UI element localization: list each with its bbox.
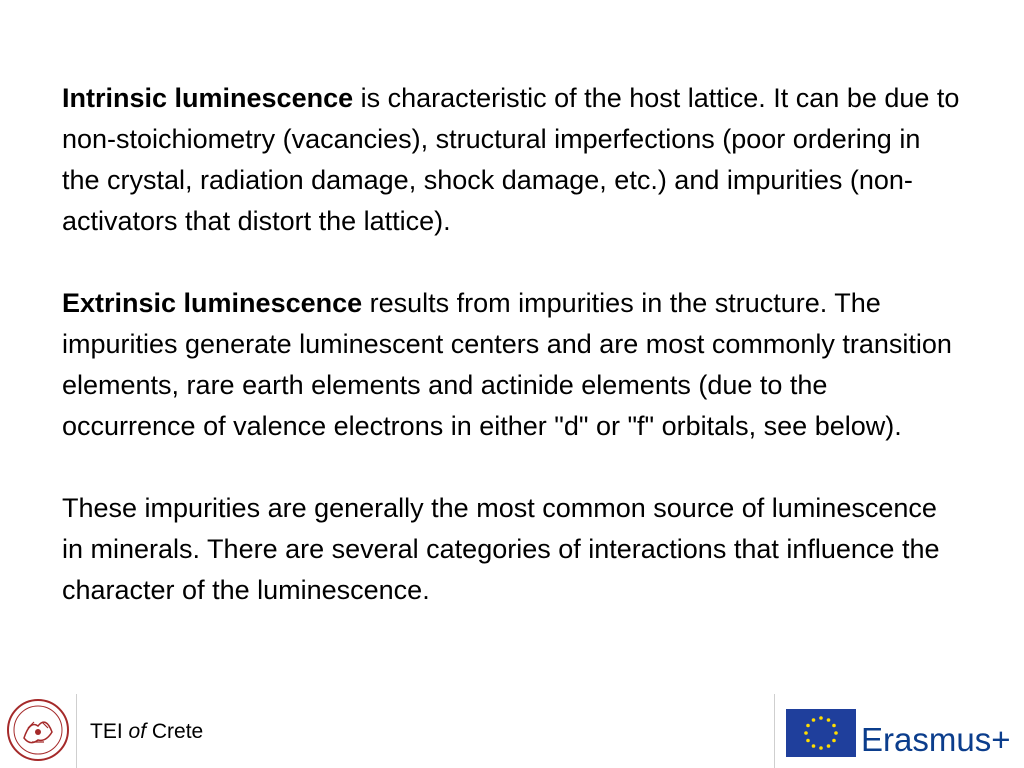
paragraph-intrinsic [62, 78, 962, 242]
paragraph-extrinsic-text: results from impurities in the structure. The impurities generate luminescent centers and are most commonly transition elements, rare earth elements and actinide elements (due to the occurrence of valence electrons in either "d" or "f" orbitals, see below). [62, 288, 952, 441]
eu-flag-icon [786, 709, 856, 757]
erasmus-logo-text: Erasmus+ [861, 721, 1011, 758]
eu-star-icon [812, 718, 816, 722]
paragraph-extrinsic [62, 283, 962, 447]
eu-star-icon [832, 739, 836, 743]
eu-star-icon [804, 731, 808, 735]
term-intrinsic: Intrinsic luminescence [62, 83, 354, 113]
footer-divider-right [774, 694, 775, 768]
term-extrinsic: Extrinsic luminescence [62, 288, 363, 318]
paragraph-intrinsic-text: is characteristic of the host lattice. It can be due to non-stoichiometry (vacancies), structural imperfections (poor ordering in the crystal, radiation damage, shock damage, etc.) and impurities (non-activators that distort the lattice). [62, 83, 960, 236]
eu-star-icon [832, 724, 836, 728]
paragraph-impurities-text: These impurities are generally the most common source of luminescence in minerals. There are several categories of interactions that influence the character of the luminescence. [62, 493, 940, 605]
paragraph-impurities [62, 488, 962, 611]
eu-star-icon [827, 718, 831, 722]
eu-star-icon [827, 744, 831, 748]
eu-star-icon [834, 731, 838, 735]
slide-body [62, 78, 962, 652]
eu-star-icon [806, 724, 810, 728]
footer-divider-left [76, 694, 77, 768]
eu-star-icon [819, 716, 823, 720]
institution-name: TEI of Crete [90, 720, 204, 743]
eu-star-icon [819, 746, 823, 750]
eu-star-icon [812, 744, 816, 748]
university-seal-icon [6, 698, 70, 762]
eu-star-icon [806, 739, 810, 743]
